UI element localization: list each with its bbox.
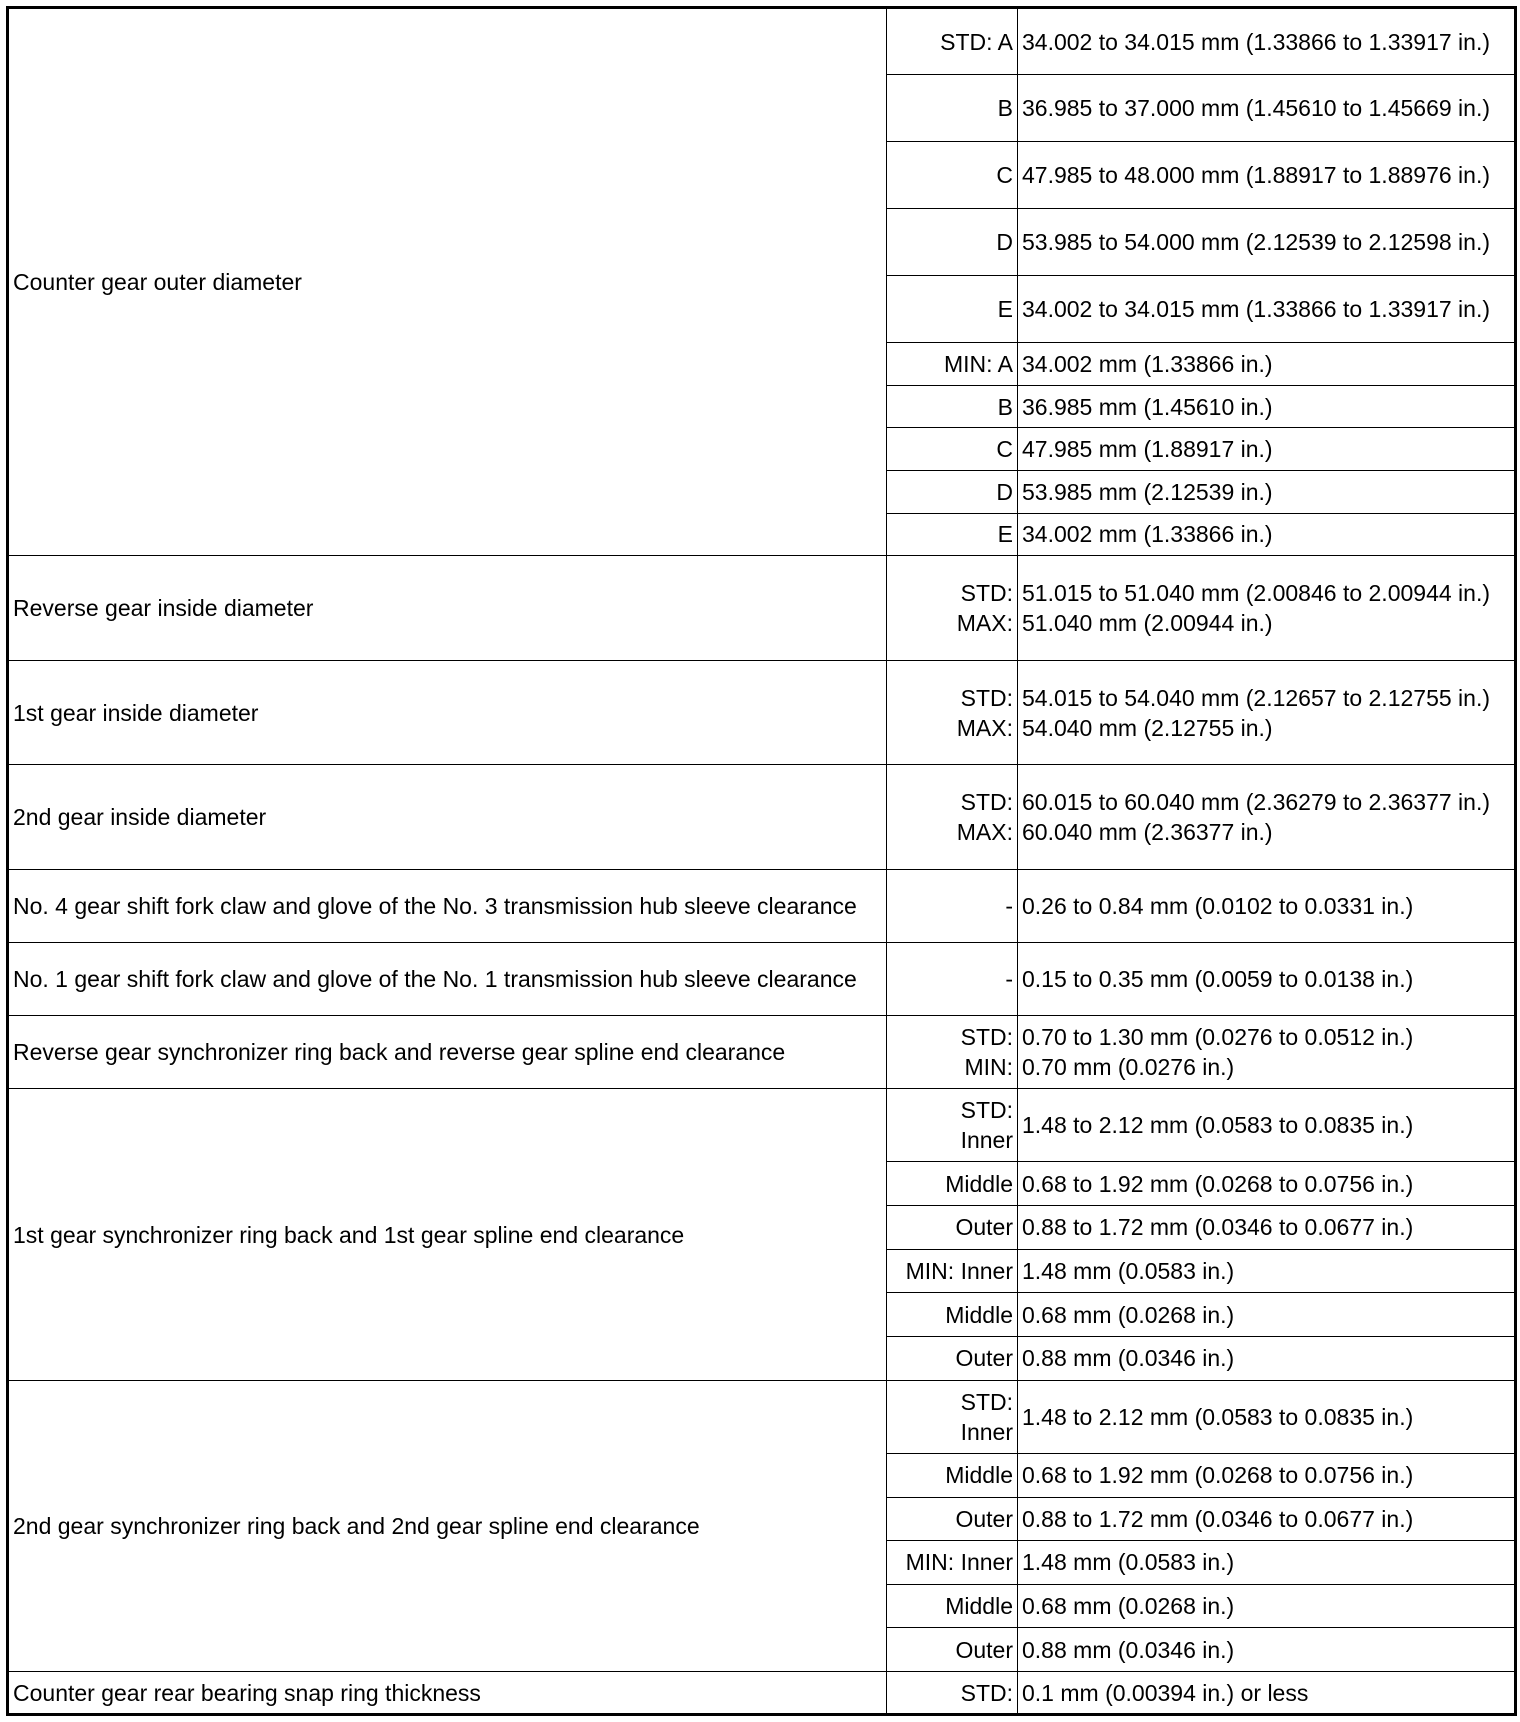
spec-value: 34.002 mm (1.33866 in.) [1018, 513, 1516, 556]
spec-item-name: 1st gear synchronizer ring back and 1st gear spline end clearance [8, 1089, 887, 1380]
spec-label: STD: [887, 1672, 1018, 1715]
spec-item-name: 2nd gear inside diameter [8, 765, 887, 870]
spec-value: 0.88 to 1.72 mm (0.0346 to 0.0677 in.) [1018, 1206, 1516, 1250]
spec-value: 51.015 to 51.040 mm (2.00846 to 2.00944 in.) 51.040 mm (2.00944 in.) [1018, 556, 1516, 661]
spec-label: C [887, 428, 1018, 471]
spec-item-name: Reverse gear synchronizer ring back and reverse gear spline end clearance [8, 1016, 887, 1089]
spec-value: 1.48 to 2.12 mm (0.0583 to 0.0835 in.) [1018, 1380, 1516, 1453]
spec-label: STD: MIN: [887, 1016, 1018, 1089]
spec-value: 1.48 to 2.12 mm (0.0583 to 0.0835 in.) [1018, 1089, 1516, 1162]
spec-value: 0.15 to 0.35 mm (0.0059 to 0.0138 in.) [1018, 943, 1516, 1016]
spec-label: B [887, 385, 1018, 428]
spec-label: Outer [887, 1337, 1018, 1381]
spec-label: - [887, 943, 1018, 1016]
spec-label: Outer [887, 1628, 1018, 1672]
spec-label: STD: Inner [887, 1089, 1018, 1162]
spec-label: Outer [887, 1206, 1018, 1250]
spec-value: 1.48 mm (0.0583 in.) [1018, 1249, 1516, 1293]
spec-label: Middle [887, 1453, 1018, 1497]
spec-value: 0.68 mm (0.0268 in.) [1018, 1584, 1516, 1628]
spec-label: MIN: Inner [887, 1541, 1018, 1585]
spec-label: Middle [887, 1584, 1018, 1628]
spec-value: 47.985 to 48.000 mm (1.88917 to 1.88976 in.) [1018, 142, 1516, 209]
spec-value: 47.985 mm (1.88917 in.) [1018, 428, 1516, 471]
spec-item-name: Counter gear rear bearing snap ring thickness [8, 1672, 887, 1715]
spec-label: Middle [887, 1293, 1018, 1337]
spec-label: STD: A [887, 8, 1018, 75]
spec-value: 53.985 to 54.000 mm (2.12539 to 2.12598 in.) [1018, 209, 1516, 276]
spec-value: 0.88 to 1.72 mm (0.0346 to 0.0677 in.) [1018, 1497, 1516, 1541]
spec-label: D [887, 209, 1018, 276]
spec-item-name: 2nd gear synchronizer ring back and 2nd gear spline end clearance [8, 1380, 887, 1671]
spec-value: 0.68 to 1.92 mm (0.0268 to 0.0756 in.) [1018, 1453, 1516, 1497]
spec-label: STD: MAX: [887, 556, 1018, 661]
spec-label: C [887, 142, 1018, 209]
spec-value: 0.70 to 1.30 mm (0.0276 to 0.0512 in.) 0.70 mm (0.0276 in.) [1018, 1016, 1516, 1089]
spec-value: 36.985 to 37.000 mm (1.45610 to 1.45669 in.) [1018, 75, 1516, 142]
spec-label: B [887, 75, 1018, 142]
spec-item-name: No. 4 gear shift fork claw and glove of the No. 3 transmission hub sleeve clearance [8, 870, 887, 943]
spec-item-name: Reverse gear inside diameter [8, 556, 887, 661]
spec-label: Outer [887, 1497, 1018, 1541]
specification-table [6, 6, 1517, 1716]
spec-label: Middle [887, 1162, 1018, 1206]
spec-value: 0.88 mm (0.0346 in.) [1018, 1628, 1516, 1672]
spec-item-name: 1st gear inside diameter [8, 660, 887, 765]
spec-value: 54.015 to 54.040 mm (2.12657 to 2.12755 in.) 54.040 mm (2.12755 in.) [1018, 660, 1516, 765]
spec-value: 34.002 to 34.015 mm (1.33866 to 1.33917 in.) [1018, 8, 1516, 75]
spec-label: E [887, 513, 1018, 556]
spec-value: 0.68 to 1.92 mm (0.0268 to 0.0756 in.) [1018, 1162, 1516, 1206]
spec-value: 36.985 mm (1.45610 in.) [1018, 385, 1516, 428]
spec-value: 0.26 to 0.84 mm (0.0102 to 0.0331 in.) [1018, 870, 1516, 943]
spec-label: STD: Inner [887, 1380, 1018, 1453]
spec-value: 34.002 to 34.015 mm (1.33866 to 1.33917 in.) [1018, 276, 1516, 343]
spec-value: 34.002 mm (1.33866 in.) [1018, 343, 1516, 386]
spec-label: MIN: Inner [887, 1249, 1018, 1293]
spec-label: - [887, 870, 1018, 943]
spec-item-name: Counter gear outer diameter [8, 8, 887, 556]
spec-value: 0.88 mm (0.0346 in.) [1018, 1337, 1516, 1381]
spec-item-name: No. 1 gear shift fork claw and glove of the No. 1 transmission hub sleeve clearance [8, 943, 887, 1016]
spec-value: 0.68 mm (0.0268 in.) [1018, 1293, 1516, 1337]
spec-value: 1.48 mm (0.0583 in.) [1018, 1541, 1516, 1585]
spec-label: MIN: A [887, 343, 1018, 386]
spec-label: STD: MAX: [887, 765, 1018, 870]
spec-label: STD: MAX: [887, 660, 1018, 765]
spec-label: E [887, 276, 1018, 343]
spec-value: 60.015 to 60.040 mm (2.36279 to 2.36377 in.) 60.040 mm (2.36377 in.) [1018, 765, 1516, 870]
spec-value: 53.985 mm (2.12539 in.) [1018, 471, 1516, 514]
spec-label: D [887, 471, 1018, 514]
spec-value: 0.1 mm (0.00394 in.) or less [1018, 1672, 1516, 1715]
